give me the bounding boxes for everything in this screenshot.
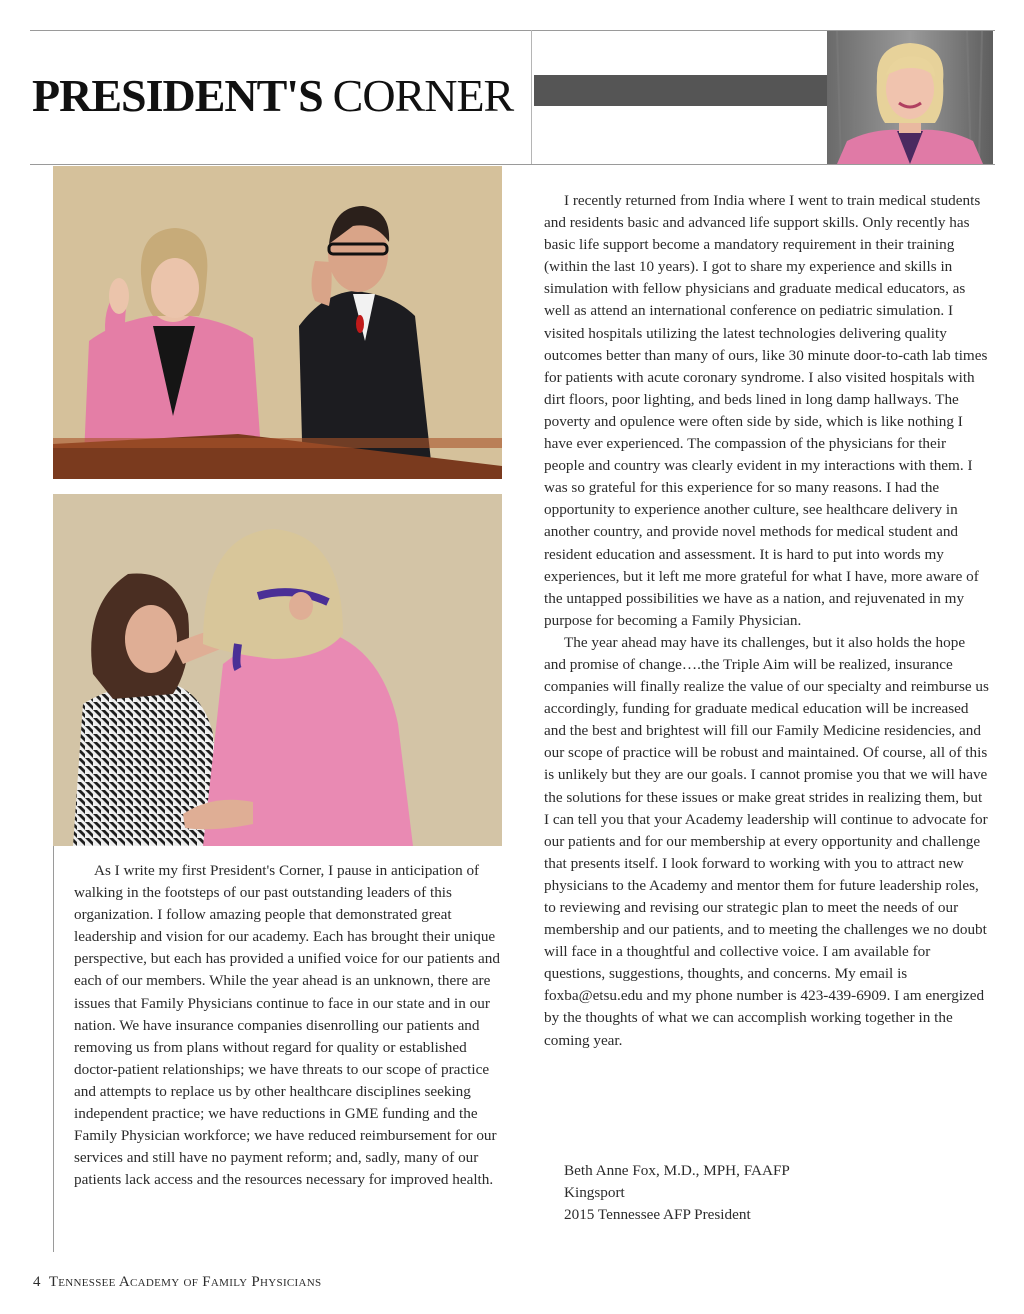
page-footer bbox=[33, 1274, 321, 1291]
left-paragraph-1: As I write my first President's Corner, I pause in anticipation of walking in the footsteps of our past outstanding leaders of this organization. I follow amazing people that demonstrated great leadership and vision for our academy. Each has brought their unique perspective, but each has provided a unified voice for our patients and each of our members. While the year ahead is an unknown, there are issues that Family Physicians continue to face in our state and in our nation. We have insurance companies disenrolling our patients and removing us from plans without regard for quality or established doctor-patient relationships; we have threats to our scope of practice and attempts to replace us by other healthcare disciplines seeking independent practice; we have reductions in GME funding and the Family Physician workforce; we have reduced reimbursement for our services and still have no payment reform; and, sadly, many of our patients lack access and the resources necessary for improved health. bbox=[74, 862, 500, 1189]
oath-ceremony-photo bbox=[53, 166, 502, 479]
page-title-light: CORNER bbox=[332, 70, 514, 121]
signature-city: Kingsport bbox=[564, 1184, 625, 1202]
right-paragraph-1: I recently returned from India where I went to train medical students and residents basic and advanced life support skills. Only recently has basic life support become a mandatory requirement in their training (within the last 10 years). I got to share my experience and skills in simulation with fellow physicians and graduate medical educators, as well as attend an international conference on pediatric simulation. I visited hospitals utilizing the latest technologies delivering quality outcomes better than many of ours, like 30 minute door-to-cath lab times for patients with acute coronary syndrome. I also visited hospitals with dirt floors, poor lighting, and beds lined in long damp hallways. The poverty and opulence were often side by side, which is like nothing I have ever experienced. The compassion of the physicians for their people and country was clearly evident in my interactions with them. I was so grateful for this experience for so many reasons. I had the opportunity to experience another culture, see healthcare delivery in another country, and provide novel methods for medical student and resident education and assessment. It is hard to put into words my experiences, but it left me more grateful for what I have, more aware of the untapped possibilities we have as a nation, and rejuvenated in my purpose for becoming a Family Physician. bbox=[544, 192, 988, 629]
page-number: 4 bbox=[33, 1274, 41, 1290]
president-portrait-photo bbox=[827, 31, 993, 164]
header-divider bbox=[531, 30, 532, 164]
signature-role: 2015 Tennessee AFP President bbox=[564, 1206, 751, 1224]
left-margin-rule bbox=[53, 846, 54, 1252]
left-column bbox=[74, 860, 514, 1191]
right-paragraph-2: The year ahead may have its challenges, but it also holds the hope and promise of change….the Triple Aim will be realized, insurance companies will finally realize the value of our specialty and reimburse us accordingly, funding for graduate medical education will be increased and the best and brightest will fill our Family Medicine residencies, and our scope of practice will be robust and maintained. Of course, all of this is unlikely but they are our goals. I cannot promise you that we will have the solutions for these issues or make great strides in realizing them, but I can tell you that your Academy leadership will continue to advocate for our patients and for our membership at every opportunity and challenge that presents itself. I look forward to working with you to attract new physicians to the Academy and mentor them for future leadership roles, to reviewing and revising our strategic plan to meet the needs of our membership and our patients, and to meeting the challenges we no doubt will face in a thoughtful and collective voice. I am available for questions, suggestions, thoughts, and concerns. My email is foxba@etsu.edu and my phone number is 423-439-6909. I am energized by the thoughts of what we can accomplish working together in the coming year. bbox=[544, 633, 989, 1049]
medal-ceremony-photo bbox=[53, 494, 502, 846]
signature-name: Beth Anne Fox, M.D., MPH, FAAFP bbox=[564, 1162, 790, 1179]
page-title-bold: PRESIDENT'S bbox=[32, 70, 323, 121]
publication-name: Tennessee Academy of Family Physicians bbox=[48, 1274, 322, 1290]
signature-block bbox=[564, 1160, 790, 1226]
page-title bbox=[32, 66, 513, 126]
header-gray-bar bbox=[534, 75, 827, 106]
right-column bbox=[544, 190, 990, 1052]
header-bottom-rule bbox=[30, 164, 995, 165]
